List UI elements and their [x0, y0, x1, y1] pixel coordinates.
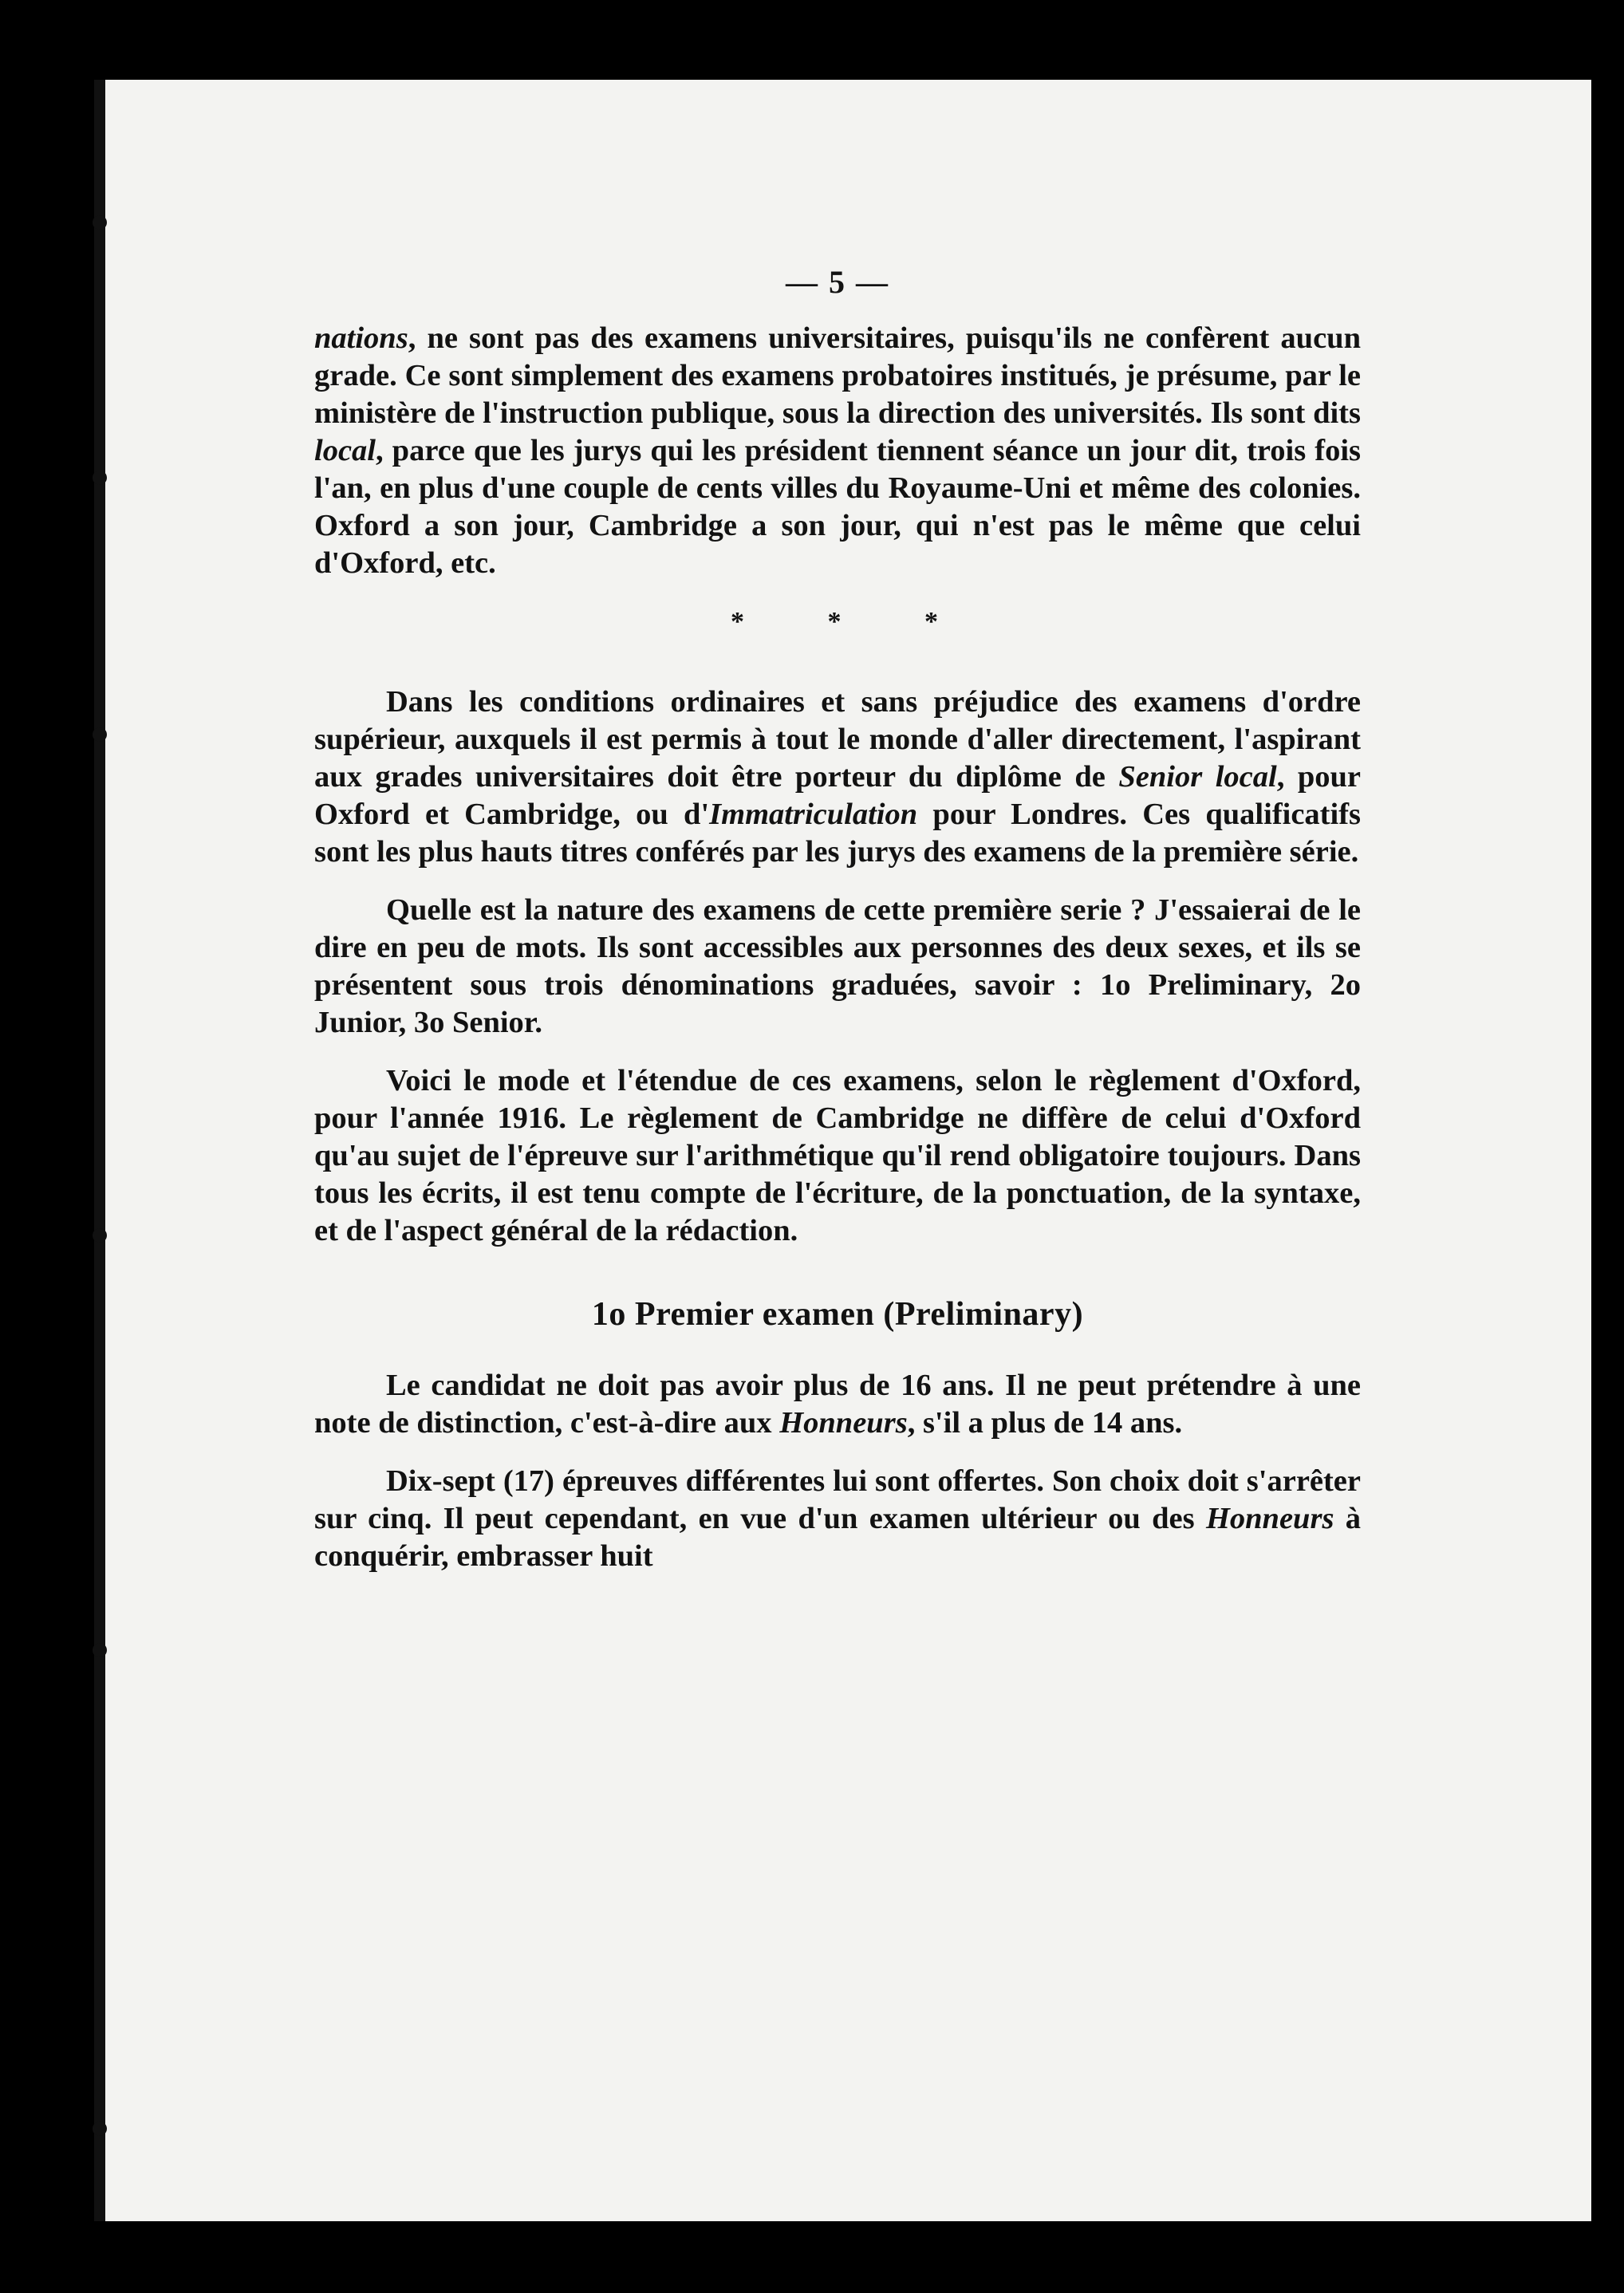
italic-term: Senior local: [1118, 760, 1277, 794]
italic-term: nations: [314, 321, 408, 355]
binding-hole: [93, 727, 107, 742]
paragraph: Le candidat ne doit pas avoir plus de 16 ans. Il ne peut prétendre à une note de distinction, c'est-à-dire aux Honneurs, s'il a plus de 14 ans.: [314, 1369, 1361, 1440]
binding-hole: [93, 471, 107, 485]
paragraph: Dans les conditions ordinaires et sans préjudice des examens d'ordre supérieur, auxquels il est permis à tout le monde d'aller directement, l'aspirant aux grades universitaires doit être porteur du diplôme de Senior local, pour Oxford et Cambridge, ou d'Immatriculation pour Londres. Ces qualificatifs sont les plus hauts titres conférés par les jurys des examens de la première série.: [314, 685, 1361, 869]
paragraph-continuation: nations, ne sont pas des examens universitaires, puisqu'ils ne confèrent aucun grade. Ce sont simplement des examens probatoires institués, je présume, par le ministère de l'instruction publique, sous la direction des universités. Ils sont dits local, parce que les jurys qui les président tiennent séance un jour dit, trois fois l'an, en plus d'une couple de cents villes du Royaume-Uni et même des colonies. Oxford a son jour, Cambridge a son jour, qui n'est pas le même que celui d'Oxford, etc.: [314, 321, 1361, 580]
section-heading: 1o Premier examen (Preliminary): [591, 1296, 1084, 1333]
binding-hole: [93, 1643, 107, 1657]
italic-term: Immatriculation: [709, 798, 918, 831]
document-page: [94, 80, 1591, 2221]
page-number: — 5 —: [786, 264, 889, 300]
binding-hole: [93, 1228, 107, 1243]
asterism-separator: * * *: [731, 607, 976, 636]
paragraph: Quelle est la nature des examens de cette première serie ? J'essaierai de le dire en peu de mots. Ils sont accessibles aux personnes des deux sexes, et ils se présentent sous trois dénominations graduées, savoir : 1o Preliminary, 2o Junior, 3o Senior.: [314, 893, 1361, 1039]
paragraph: Voici le mode et l'étendue de ces examens, selon le règlement d'Oxford, pour l'année 1916. Le règlement de Cambridge ne diffère de celui d'Oxford qu'au sujet de l'épreuve sur l'arithmétique qu'il rend obligatoire toujours. Dans tous les écrits, il est tenu compte de l'écriture, de la ponctuation, de la syntaxe, et de l'aspect général de la rédaction.: [314, 1064, 1361, 1247]
page-text: [314, 263, 1361, 1575]
italic-term: local: [314, 434, 376, 467]
italic-term: Honneurs: [1205, 1502, 1334, 1535]
italic-term: Honneurs: [779, 1406, 908, 1440]
paragraph: Dix-sept (17) épreuves différentes lui sont offertes. Son choix doit s'arrêter sur cinq. Il peut cependant, en vue d'un examen ultérieur ou des Honneurs à conquérir, embrasser huit: [314, 1464, 1361, 1573]
binding-hole: [93, 2122, 107, 2136]
binding-hole: [93, 215, 107, 230]
